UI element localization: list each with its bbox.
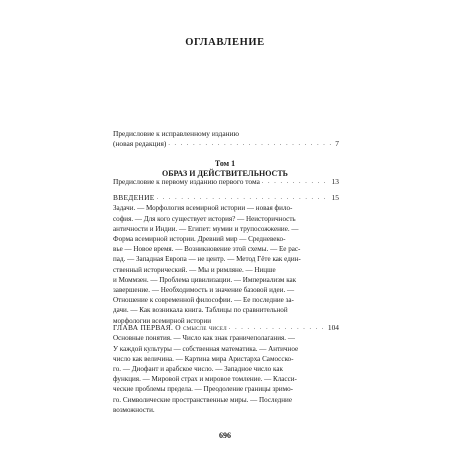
summary-line: число как величина. — Картина мира Аристарха Самосско- [113, 354, 294, 363]
preface-revised-line1: Предисловие к исправленному изданию [113, 129, 240, 138]
introduction-summary [113, 203, 339, 325]
dot-leader [229, 323, 326, 333]
volume-subtitle: ОБРАЗ И ДЕЙСТВИТЕЛЬНОСТЬ [162, 169, 288, 178]
toc-entry-preface-first [113, 177, 339, 187]
summary-line: морфологии всемирной истории [113, 316, 212, 325]
summary-line: Задачи. — Морфология всемирной истории — новая фило- [113, 204, 293, 213]
summary-line: го. Символические пространственные миры. — Последние [113, 395, 292, 404]
chapter-one-row [113, 323, 339, 333]
introduction-label: ВВЕДЕНИЕ [113, 193, 155, 202]
preface-revised-page: 7 [335, 139, 339, 149]
preface-first-label: Предисловие к первому изданию первого тома [113, 177, 260, 186]
preface-first-row [113, 177, 339, 187]
summary-line: завершение. — Необходимость и значение базовой идеи. — [113, 286, 295, 295]
summary-line: ственный исторический. — Мы и римляне. — Ницше [113, 265, 276, 274]
summary-line: пад. — Западная Европа — не центр. — Метод Гёте как един- [113, 255, 301, 264]
summary-line: вье — Новое время. — Возникновение этой схемы. — Ее рас- [113, 245, 301, 254]
summary-line: и Моммзен. — Проблема цивилизации. — Империализм как [113, 275, 297, 284]
summary-line: ческие проблемы предела. — Преодоление границы зримо- [113, 385, 294, 394]
volume-heading [0, 159, 450, 179]
dot-leader [168, 139, 333, 149]
chapter-one-summary [113, 333, 339, 415]
page-title: ОГЛАВЛЕНИЕ [185, 37, 265, 48]
summary-line: Отношение к современной философии. — Ее последние за- [113, 296, 294, 305]
introduction-page: 15 [331, 193, 339, 202]
summary-line: возможности. [113, 405, 155, 414]
toc-entry-chapter-one [113, 323, 339, 415]
summary-line: софия. — Для кого существует история? — Неисторичность [113, 214, 296, 223]
dot-leader [262, 177, 330, 187]
chapter-one-page: 104 [327, 323, 339, 332]
page-number: 696 [219, 431, 231, 440]
summary-line: У каждой культуры — собственная математика. — Античное [113, 344, 299, 353]
toc-entry-preface-revised [113, 129, 339, 150]
preface-revised-row [113, 139, 339, 149]
summary-line: дачи. — Как возникала книга. Таблицы по сравнительной [113, 306, 288, 315]
summary-line: функция. — Мировой страх и мировое томление. — Класси- [113, 375, 297, 384]
summary-line: Форма всемирной истории. Древний мир — Средневеко- [113, 235, 286, 244]
summary-line: Основные понятия. — Число как знак граничеполагания. — [113, 334, 295, 343]
preface-first-page: 13 [331, 177, 339, 186]
preface-revised-line2: (новая редакция) [113, 139, 167, 149]
introduction-row [113, 193, 339, 203]
volume-number: Том 1 [214, 159, 236, 168]
summary-line: античности и Индии. — Египет: мумии и трупосожжение. — [113, 224, 299, 233]
chapter-one-label: ГЛАВА ПЕРВАЯ. О смысле чисел [113, 323, 227, 332]
summary-line: го. — Диофант и арабское число. — Западное число как [113, 365, 283, 374]
dot-leader [157, 193, 330, 203]
toc-entry-introduction [113, 193, 339, 326]
